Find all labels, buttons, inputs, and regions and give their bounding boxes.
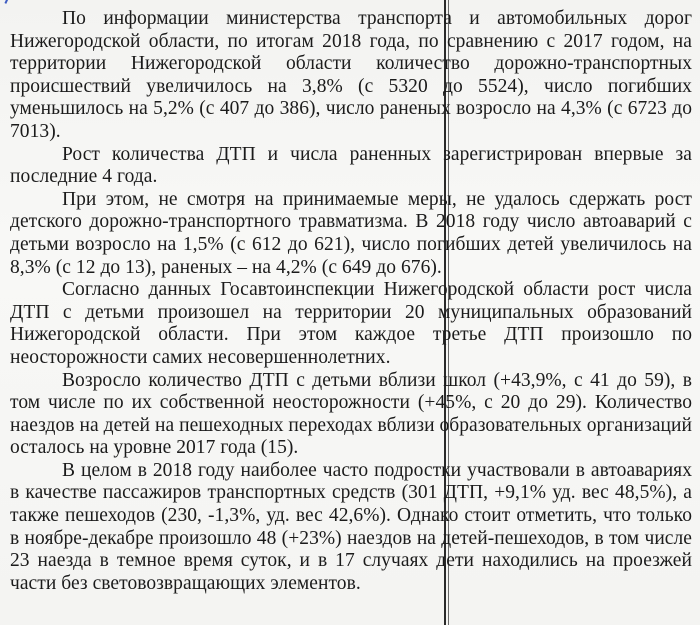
document-body <box>10 8 692 595</box>
pen-mark <box>4 0 19 8</box>
paragraph-child-injuries: При этом, не смотря на принимаемые меры, не удалось сдержать рост детского дорожно-транспортного травматизма. В 2018 году число автоаварий с детьми возросло на 1,5% (с 612 до 621), число погибших детей увеличилось на 8,3% (с 12 до 13), раненых – на 4,2% (с 649 до 676). <box>10 188 692 278</box>
paragraph-schools: Возросло количество ДТП с детьми вблизи школ (+43,9%, с 41 до 59), в том числе по их собственной неосторожности (+45%, с 20 до 29). Количество наездов на детей на пешеходных переходах вблизи образовательных организаций осталось на уровне 2017 года (15). <box>10 369 692 459</box>
paragraph-municipalities: Согласно данных Госавтоинспекции Нижегородской области рост числа ДТП с детьми произошел на территории 20 муниципальных образований Нижегородской области. При этом каждое третье ДТП произошло по неосторожности самих несовершеннолетних. <box>10 279 692 368</box>
paragraph-summary: В целом в 2018 году наиболее часто подростки участвовали в автоавариях в качестве пассажиров транспортных средств (301 ДТП, +9,1% уд. вес 48,5%), а также пешеходов (230, -1,3%, уд. вес 42,6%). Однако стоит отметить, что только в ноябре-декабре произошло 48 (+23%) наездов на детей-пешеходов, в том числе 23 наезда в темное время суток, и в 17 случаях дети находились на проезжей части без световозвращающих элементов. <box>10 459 692 594</box>
paragraph-growth-note: Рост количества ДТП и числа раненных зарегистрирован впервые за последние 4 года. <box>10 143 692 188</box>
paragraph-statistics-overview: По информации министерства транспорта и автомобильных дорог Нижегородской области, по итогам 2018 года, по сравнению с 2017 годом, на территории Нижегородской области количество дорожно-транспортных происшествий увеличилось на 3,8% (с 5320 до 5524), число погибших уменьшилось на 5,2% (с 407 до 386), число раненых возросло на 4,3% (с 6723 до 7013). <box>10 8 692 142</box>
